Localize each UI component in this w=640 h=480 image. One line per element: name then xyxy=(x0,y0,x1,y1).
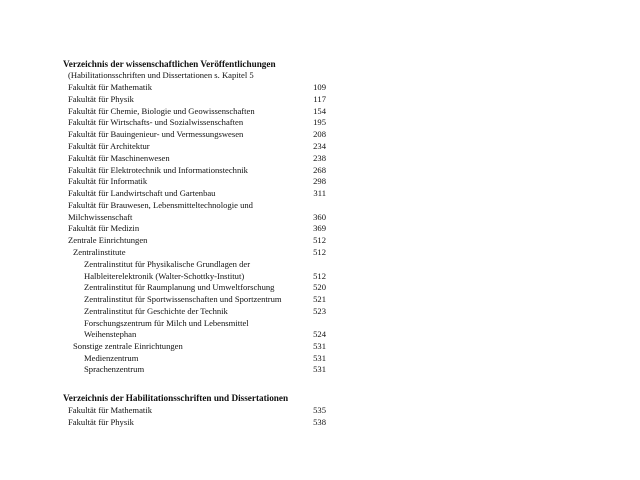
toc-entry-text: Fakultät für Landwirtschaft und Gartenbau xyxy=(68,188,216,198)
toc-entry-text: Fakultät für Brauwesen, Lebensmitteltechnologie und xyxy=(68,200,253,210)
toc-entry-text: (Habilitationsschriften und Dissertationen s. Kapitel 5 xyxy=(68,70,254,80)
toc-entry-text: Milchwissenschaft xyxy=(68,212,133,222)
toc-entry-text: Fakultät für Mathematik xyxy=(68,405,153,415)
toc-entry-text: Forschungszentrum für Milch und Lebensmittel xyxy=(84,318,249,328)
toc-entry-page: 512 xyxy=(313,235,326,245)
toc-entry-text: Weihenstephan xyxy=(84,329,137,339)
toc-entry-text: Fakultät für Architektur xyxy=(68,141,150,151)
toc-entry-text: Medienzentrum xyxy=(84,353,139,363)
toc-entry-text: Halbleiterelektronik (Walter-Schottky-Institut) xyxy=(84,271,245,281)
toc-entry-page: 535 xyxy=(313,405,326,415)
toc-entry-page: 109 xyxy=(313,82,326,92)
toc-entry-page: 512 xyxy=(313,271,326,281)
toc-entry-text: Fakultät für Wirtschafts- und Sozialwissenschaften xyxy=(68,117,244,127)
toc-entry-text: Zentralinstitut für Sportwissenschaften und Sportzentrum xyxy=(84,294,282,304)
toc-entry-page: 523 xyxy=(313,306,326,316)
toc-entry-text: Fakultät für Mathematik xyxy=(68,82,153,92)
section1-title: Verzeichnis der wissenschaftlichen Veröffentlichungen xyxy=(63,59,276,69)
toc-entry-page: 311 xyxy=(313,188,326,198)
toc-entry-text: Zentralinstitute xyxy=(73,247,126,257)
toc-entry-text: Sprachenzentrum xyxy=(84,364,145,374)
toc-entry-text: Fakultät für Elektrotechnik und Informationstechnik xyxy=(68,165,248,175)
toc-entry-page: 238 xyxy=(313,153,326,163)
toc-entry-text: Fakultät für Informatik xyxy=(68,176,148,186)
toc-entry-text: Fakultät für Chemie, Biologie und Geowissenschaften xyxy=(68,106,255,116)
toc-entry-page: 531 xyxy=(313,341,326,351)
toc-entry-page: 524 xyxy=(313,329,326,339)
toc-entry-page: 208 xyxy=(313,129,326,139)
toc-entry-text: Fakultät für Physik xyxy=(68,417,134,427)
toc-entry-text: Zentralinstitut für Geschichte der Technik xyxy=(84,306,228,316)
toc-entry-text: Fakultät für Physik xyxy=(68,94,134,104)
toc-entry-page: 117 xyxy=(313,94,326,104)
toc-entry-text: Fakultät für Maschinenwesen xyxy=(68,153,170,163)
toc-entry-page: 195 xyxy=(313,117,326,127)
toc-entry-page: 531 xyxy=(313,353,326,363)
toc-entry-text: Sonstige zentrale Einrichtungen xyxy=(73,341,183,351)
toc-entry-text: Fakultät für Medizin xyxy=(68,223,140,233)
toc-entry-page: 154 xyxy=(313,106,326,116)
toc-entry-page: 531 xyxy=(313,364,326,374)
toc-entry-page: 521 xyxy=(313,294,326,304)
toc-entry-text: Zentrale Einrichtungen xyxy=(68,235,148,245)
toc-entry-page: 298 xyxy=(313,176,326,186)
toc-entry-text: Zentralinstitut für Raumplanung und Umweltforschung xyxy=(84,282,275,292)
toc-entry-page: 268 xyxy=(313,165,326,175)
toc-entry-page: 360 xyxy=(313,212,326,222)
toc-entry-page: 234 xyxy=(313,141,326,151)
toc-entry-text: Fakultät für Bauingenieur- und Vermessungswesen xyxy=(68,129,244,139)
toc-entry-page: 538 xyxy=(313,417,326,427)
section2-title: Verzeichnis der Habilitationsschriften und Dissertationen xyxy=(63,393,289,403)
toc-entry-page: 512 xyxy=(313,247,326,257)
toc-entry-page: 369 xyxy=(313,223,326,233)
toc-entry-text: Zentralinstitut für Physikalische Grundlagen der xyxy=(84,259,251,269)
toc-entry-page: 520 xyxy=(313,282,326,292)
